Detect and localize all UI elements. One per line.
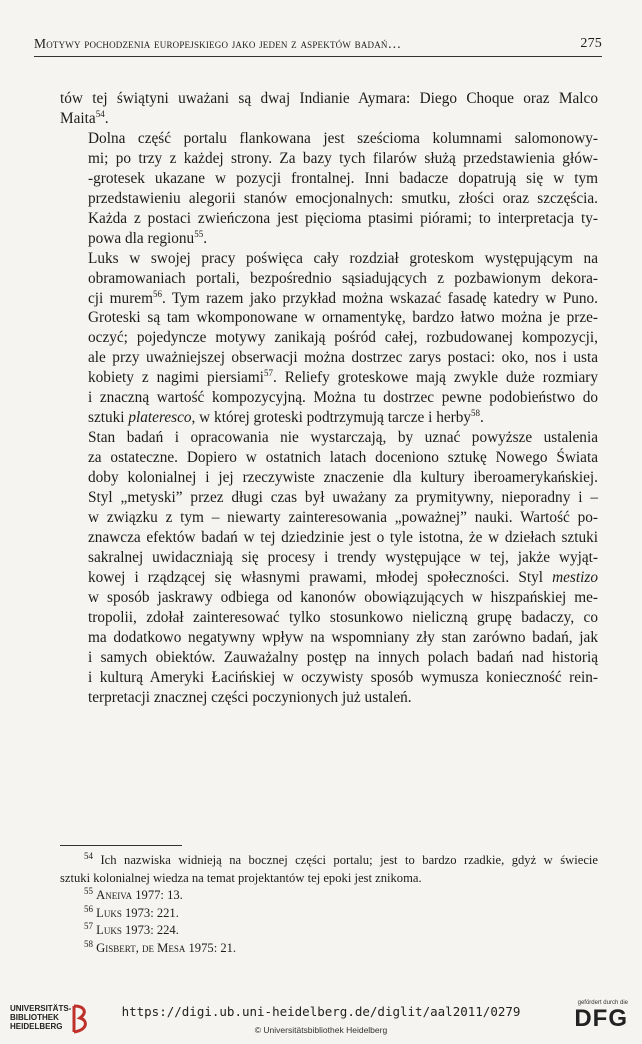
citation-author: Luks [96, 905, 122, 920]
text-line: Stan badań i opracowania nie wystarczają, by uznać powyższe ustalenia [88, 429, 598, 447]
copyright-notice: © Universitätsbibliothek Heidelberg [254, 1025, 388, 1035]
paragraph [60, 428, 598, 707]
page-number: 275 [580, 36, 602, 51]
running-head-title: Motywy pochodzenia europejskiego jako jeden z aspektów badań… [34, 36, 402, 51]
text-line: doby kolonialnej i jej rzeczywiste znaczenie dla kultury iberoamerykańskiej. [88, 469, 598, 487]
text-line: w sposób jaskrawy odbiega od kanonów obowiązujących w hiszpańskiej me- [88, 588, 598, 606]
paragraph [60, 89, 598, 129]
footnote: $^{58}$ Gisbert, de Mesa 1975: 21. [84, 938, 237, 955]
text-line: tów tej świątyni uważani są dwaj Indianie Aymara: Diego Choque oraz Malco [60, 90, 598, 107]
text-line: i samych obiektów. Zauważalny postęp na innych polach badań nad historią [88, 648, 598, 666]
text-line: i znaczną wartość kompozycyjną. Można tu dostrzec pewne podobieństwo do [88, 389, 598, 407]
citation-author: Gisbert, de Mesa [96, 940, 186, 955]
italic-term: mestizo [552, 568, 598, 586]
footnote-number: 56 [84, 903, 93, 914]
text-line: Każda z postaci zwieńczona jest pięcioma ptasimi piórami; to interpretacja ty- [88, 209, 598, 227]
footnote-ref[interactable]: 54 [95, 108, 105, 119]
source-url-link[interactable]: https://digi.ub.uni-heidelberg.de/diglit/aal2011/0279 [121, 1004, 521, 1019]
text-line: sztuki plateresco, w której groteski podtrzymują tarcze i herby$^{58}$. [88, 408, 484, 427]
text-line: kowej i rządzącej się własnymi prawami, młodej społeczności. Styl mestizo [88, 568, 598, 586]
body-text [60, 89, 598, 708]
footnotes [60, 852, 598, 958]
text-line: -grotesek ukazane w pozycji frontalnej. Inni badacze dopatrują się w tym [88, 169, 598, 187]
footnote-divider [60, 845, 182, 846]
library-name: UNIVERSITÄTS- BIBLIOTHEK HEIDELBERG [10, 1004, 72, 1031]
page-footer [0, 996, 642, 1044]
text-line: obramowaniach portali, bezpośrednio sąsiadujących z pozbawionym dekora- [88, 269, 598, 287]
footnote: $^{55}$ Aneiva 1977: 13. [84, 886, 183, 903]
text-line: mi; po trzy z każdej strony. Za bazy tych filarów służą przedstawienia głów- [88, 149, 598, 167]
footnote-number: 55 [84, 886, 93, 896]
italic-term: plateresco [128, 409, 192, 427]
text-line: Groteski są tam wkomponowane w ornamentykę, bardzo łatwo można je prze- [88, 309, 598, 327]
running-head [34, 36, 602, 57]
footnote: sztuki kolonialnej wiedza na temat projektantów tej epoki jest znikoma. [60, 870, 422, 885]
text-line: Maita$^{54}$. [60, 108, 109, 127]
text-line: znawcza efektów badań w tej dziedzinie jest o tyle istotna, że w dziełach sztuki [88, 528, 598, 546]
text-line: sakralnej uwidaczniają się procesy i trendy występujące w tej, jakże wyjąt- [88, 548, 598, 566]
paragraph [60, 129, 598, 249]
footnote-number: 57 [84, 921, 93, 932]
footnote-ref[interactable]: 55 [194, 228, 204, 239]
footnote-ref[interactable]: 57 [263, 368, 273, 379]
citation-author: Luks [96, 923, 122, 938]
citation-author: Aneiva [96, 888, 133, 903]
footnote-ref[interactable]: 58 [471, 408, 481, 419]
text-line: cji murem$^{56}$. Tym razem jako przykład można wskazać fasadę katedry w Puno. [88, 288, 598, 307]
footnote: $^{56}$ Luks 1973: 221. [84, 903, 179, 920]
funding-note: gefördert durch die [577, 1000, 628, 1006]
text-line: tropolii, zdołał zainteresować tylko stosunkowo nieliczną grupę badaczy, co [88, 608, 598, 626]
text-line: za ostateczne. Dopiero w ostatnich latach doceniono sztukę Nowego Świata [88, 449, 598, 467]
paragraph [60, 249, 598, 429]
text-line: Styl „metyski” przez długi czas był uważany za prymitywny, nieporadny i – [88, 489, 598, 507]
text-line: Dolna część portalu flankowana jest sześcioma kolumnami salomonowy- [88, 129, 598, 147]
dfg-logo-text: DFG [574, 1005, 628, 1032]
footnote: $^{54}$ Ich nazwiska widnieją na bocznej części portalu; jest to bardzo rzadkie, gdyż w świecie [84, 850, 598, 867]
text-line: oczyć; pojedyncze motywy zanikają pośród całej, rozbudowanej kompozycji, [88, 329, 598, 347]
text-line: w związku z tym – niewarty zainteresowania „poważnej” nauki. Wartość po- [88, 509, 598, 527]
text-line: powa dla regionu$^{55}$. [88, 228, 208, 247]
footnote-ref[interactable]: 56 [152, 288, 162, 299]
text-line: terpretacji znacznej części poczynionych już ustaleń. [88, 688, 412, 706]
text-line: Luks w swojej pracy poświęca cały rozdział groteskom występującym na [88, 249, 598, 267]
footnote-number: 58 [84, 938, 93, 949]
text-line: i kulturą Ameryki Łacińskiej w oczywisty sposób wymusza konieczność rein- [88, 668, 598, 686]
text-line: kobiety z nagimi piersiami$^{57}$. Reliefy groteskowe mają zwykle duże rozmiary [88, 368, 598, 387]
dfg-logo-icon[interactable] [568, 1000, 628, 1040]
text-line: przedstawieniu alegorii stanów emocjonalnych: smutku, złości oraz szczęścia. [88, 189, 598, 207]
text-line: ale przy uważniejszej obserwacji można dostrzec zarys postaci: oko, nos i usta [88, 349, 598, 367]
text-line: ma dodatkowo negatywny wpływ na wspomniany zły stan zarówno badań, jak [88, 628, 598, 646]
footnote: $^{57}$ Luks 1973: 224. [84, 921, 179, 938]
footnote-number: 54 [84, 850, 93, 861]
